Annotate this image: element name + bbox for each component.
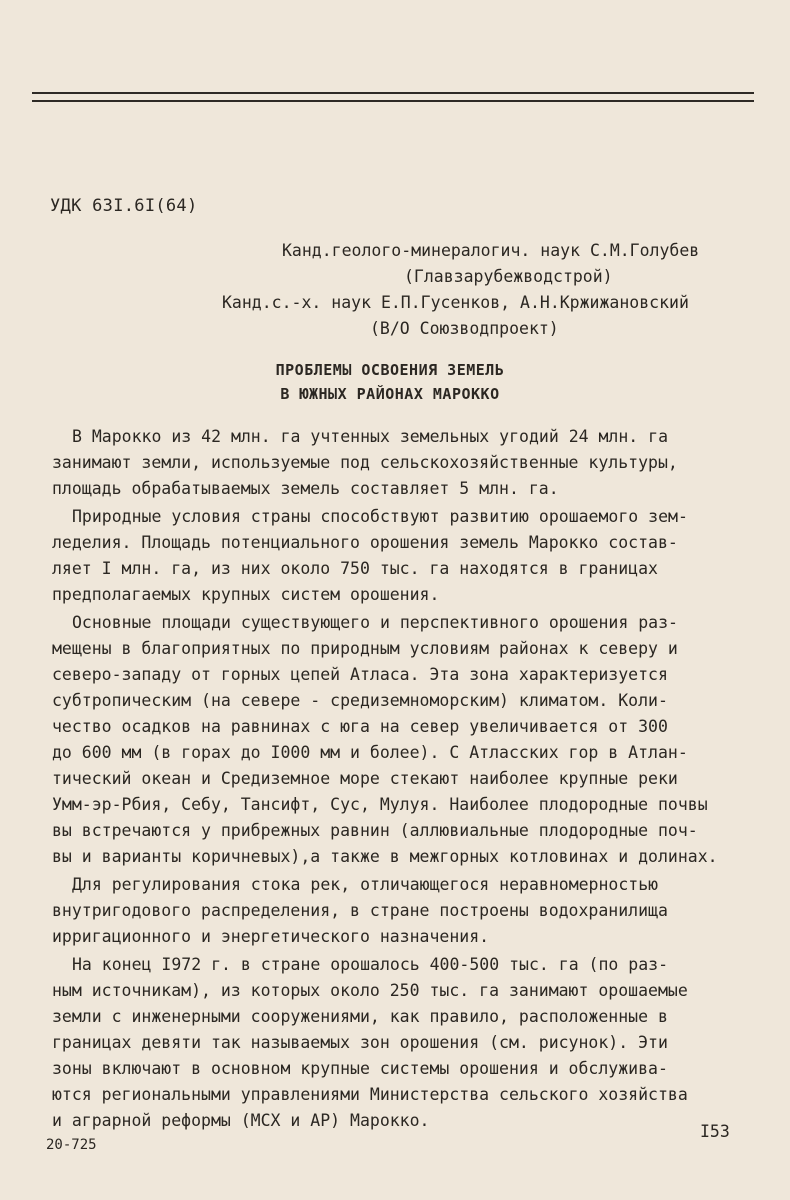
footer-print-code: 20-725 [46, 1137, 97, 1153]
body-line: леделия. Площадь потенциального орошения земель Марокко состав- [52, 533, 678, 552]
body-line: В Марокко из 42 млн. га учтенных земельных угодий 24 млн. га [72, 427, 669, 446]
body-line: Умм-эр-Рбия, Себу, Тансифт, Сус, Мулуя. Наиболее плодородные почвы [52, 795, 708, 814]
body-line: северо-западу от горных цепей Атласа. Эта зона характеризуется [52, 665, 668, 684]
body-line: ются региональными управлениями Министерства сельского хозяйства [52, 1085, 688, 1104]
title-line-1: ПРОБЛЕМЫ ОСВОЕНИЯ ЗЕМЕЛЬ [275, 361, 505, 379]
author-line-2: Канд.с.-х. наук Е.П.Гусенков, А.Н.Кржижановский [222, 293, 689, 312]
body-line: до 600 мм (в горах до I000 мм и более). С Атласских гор в Атлан- [52, 743, 688, 762]
body-line: внутригодового распределения, в стране построены водохранилища [52, 901, 668, 920]
page-number: I53 [700, 1122, 730, 1141]
article-body [52, 424, 752, 1134]
body-line: Природные условия страны способствуют развитию орошаемого зем- [72, 507, 688, 526]
body-line: На конец I972 г. в стране орошалось 400-500 тыс. га (по раз- [72, 955, 669, 974]
body-line: занимают земли, используемые под сельскохозяйственные культуры, [52, 453, 678, 472]
body-line: чество осадков на равнинах с юга на север увеличивается от 300 [52, 717, 668, 736]
body-line: мещены в благоприятных по природным условиям районах к северу и [52, 639, 678, 658]
body-line: ляет I млн. га, из них около 750 тыс. га находятся в границах [52, 559, 658, 578]
body-line: ным источникам), из которых около 250 тыс. га занимают орошаемые [52, 981, 688, 1000]
authors-block [170, 238, 750, 342]
body-line: площадь обрабатываемых земель составляет 5 млн. га. [52, 479, 559, 498]
body-line: ирригационного и энергетического назначения. [52, 927, 490, 946]
body-line: Для регулирования стока рек, отличающегося неравномерностью [72, 875, 659, 894]
title-line-2: В ЮЖНЫХ РАЙОНАХ МАРОККО [280, 385, 500, 403]
body-line: зоны включают в основном крупные системы орошения и обслужива- [52, 1059, 668, 1078]
body-line: земли с инженерными сооружениями, как правило, расположенные в [52, 1007, 668, 1026]
body-line: вы встречаются у прибрежных равнин (аллювиальные плодородные поч- [52, 821, 698, 840]
header-rule-bottom [32, 100, 754, 102]
body-line: субтропическим (на севере - средиземноморским) климатом. Коли- [52, 691, 668, 710]
header-rule-top [32, 92, 754, 94]
author-affiliation-1: (Главзарубежводстрой) [404, 267, 613, 286]
author-affiliation-2: (В/О Союзводпроект) [370, 319, 559, 338]
body-line: границах девяти так называемых зон орошения (см. рисунок). Эти [52, 1033, 668, 1052]
article-title [170, 358, 610, 406]
body-line: вы и варианты коричневых),а также в межгорных котловинах и долинах. [52, 847, 718, 866]
udc-code: УДК 63I.6I(64) [50, 196, 198, 216]
body-line: и аграрной реформы (МСХ и АР) Марокко. [52, 1111, 430, 1130]
author-line-1: Канд.геолого-минералогич. наук С.М.Голубев [282, 241, 700, 260]
body-line: Основные площади существующего и перспективного орошения раз- [72, 613, 678, 632]
body-line: предполагаемых крупных систем орошения. [52, 585, 440, 604]
body-line: тический океан и Средиземное море стекают наиболее крупные реки [52, 769, 678, 788]
